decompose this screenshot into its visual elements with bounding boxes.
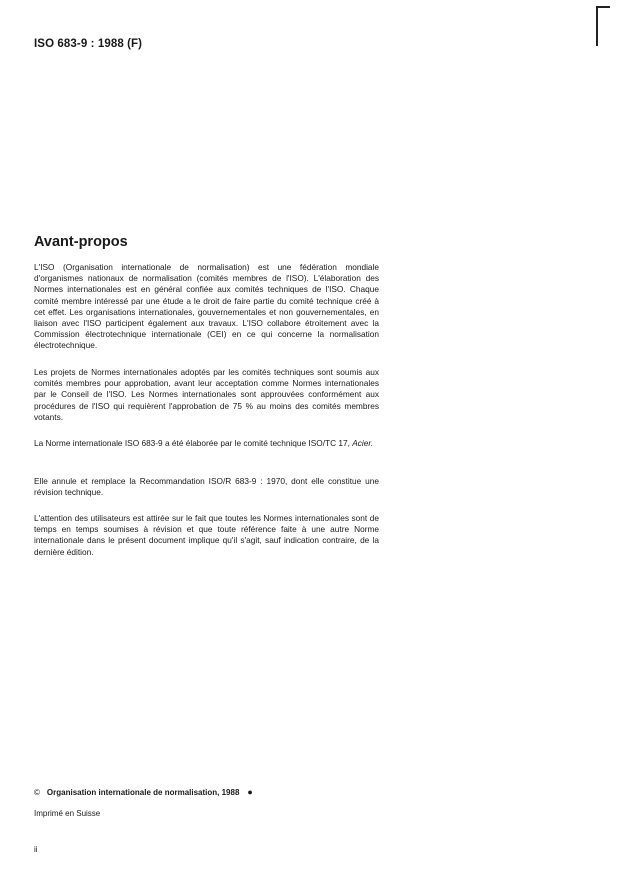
foreword-title: Avant-propos xyxy=(34,234,128,250)
copyright-line xyxy=(34,787,253,797)
bullet-icon: ● xyxy=(247,787,253,797)
foreword-paragraph-3 xyxy=(34,438,379,449)
page-number: ii xyxy=(34,845,38,854)
corner-mark-vertical xyxy=(596,6,598,46)
corner-mark-horizontal xyxy=(596,6,610,8)
copyright-text: Organisation internationale de normalisation, 1988 xyxy=(46,788,240,797)
committee-name: Acier. xyxy=(352,438,374,448)
foreword-paragraph-5: L'attention des utilisateurs est attirée sur le fait que toutes les Normes internationales sont de temps en temps soumises à révision et que toute référence faite à une autre Norme internationale dans le présent document implique qu'il s'agit, sauf indication contraire, de la dernière édition. xyxy=(34,513,379,557)
foreword-paragraph-1: L'ISO (Organisation internationale de normalisation) est une fédération mondiale d'organismes nationaux de normalisation (comités membres de l'ISO). L'élaboration des Normes internationales est en général confiée aux comités techniques de l'ISO. Chaque comité membre intéressé par une étude a le droit de faire partie du comité technique créé à cet effet. Les organisations internationales, gouvernementales et non gouvernementales, en liaison avec l'ISO participent également aux travaux. L'ISO collabore étroitement avec la Commission électrotechnique internationale (CEI) en ce qui concerne la normalisation électrotechnique. xyxy=(34,262,379,351)
foreword-paragraph-4: Elle annule et remplace la Recommandation ISO/R 683-9 : 1970, dont elle constitue une révision technique. xyxy=(34,476,379,498)
standard-header: ISO 683-9 : 1988 (F) xyxy=(34,38,143,50)
norm-statement: La Norme internationale ISO 683-9 a été élaborée par le comité technique ISO/TC 17, xyxy=(34,438,350,448)
copyright-icon: © xyxy=(34,788,40,797)
corner-crop-mark xyxy=(596,6,610,46)
printed-location: Imprimé en Suisse xyxy=(34,809,101,818)
foreword-paragraph-2: Les projets de Normes internationales adoptés par les comités techniques sont soumis aux comités membres pour approbation, avant leur acceptation comme Normes internationales par le Conseil de l'ISO. Les Normes internationales sont approuvées conformément aux procédures de l'ISO qui requièrent l'approbation de 75 % au moins des comités membres votants. xyxy=(34,367,379,422)
